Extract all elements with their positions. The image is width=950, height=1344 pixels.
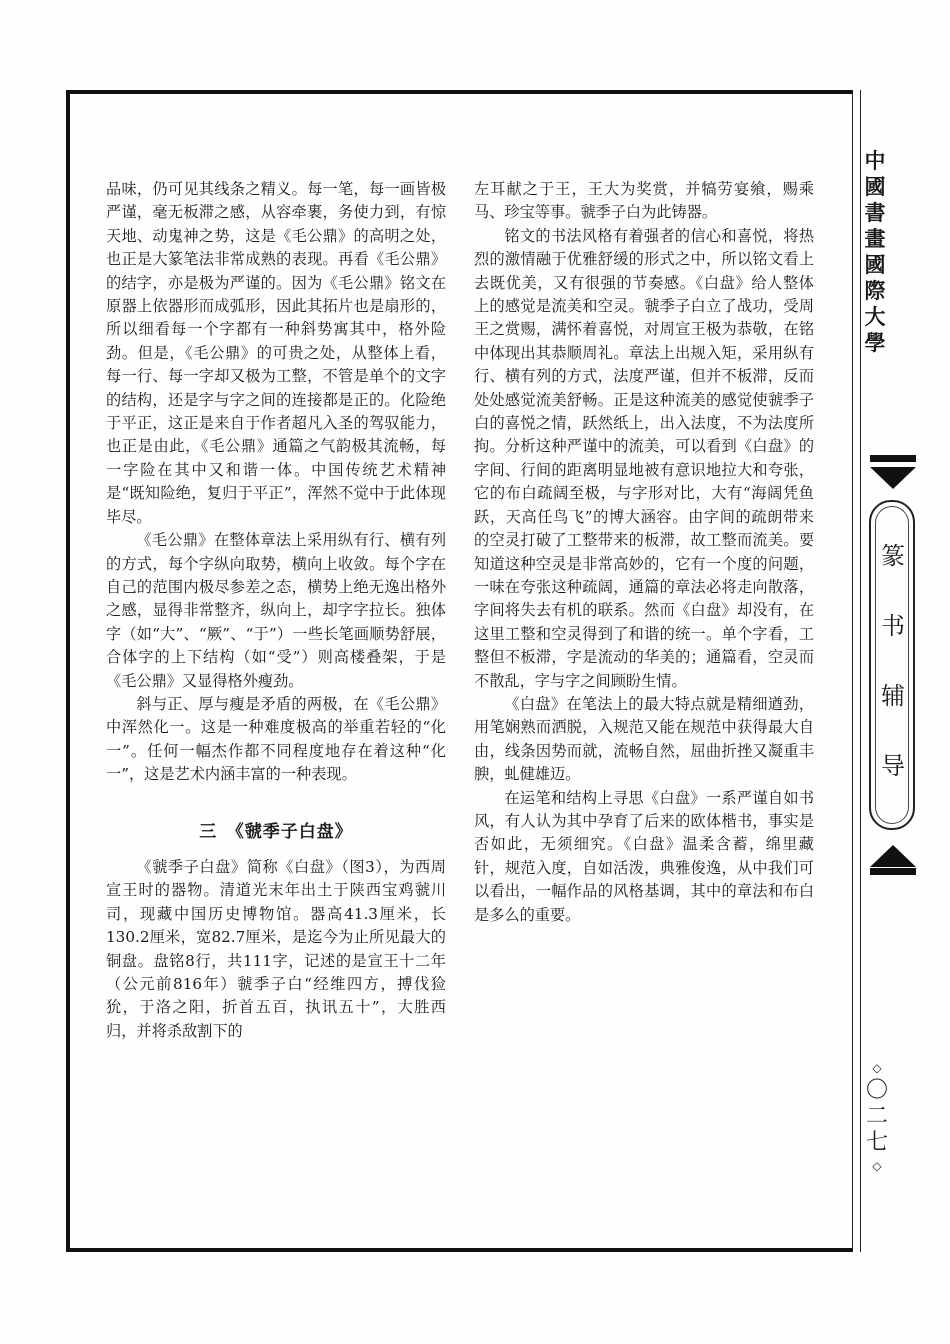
section-badge [866,455,920,875]
badge-bottom-bar [870,868,916,875]
frame-left-rule [66,90,70,1252]
university-char: 大 [864,305,886,329]
right-text-column [474,178,814,927]
diamond-icon: ◇ [872,1159,882,1173]
paragraph: 铭文的书法风格有着强者的信心和喜悦，将热烈的激情融于优雅舒缓的形式之中，所以铭文看上去既优美，又有很强的节奏感。《白盘》给人整体上的感觉是流美和空灵。虢季子白立了战功，受周王之赏赐，满怀着喜悦，对周宣王极为恭敬，在铭中体现出其恭顺周礼。章法上出规入矩，采用纵有行、横有列的方式，法度严谨，但并不板滞，反而处处感觉流美舒畅。正是这种流美的感觉使虢季子白的喜悦之情，跃然纸上，出入法度，不为法度所拘。分析这种严谨中的流美，可以看到《白盘》的字间、行间的距离明显地被有意识地拉大和夸张，它的布白疏阔至极，与字形对比，大有“海阔凭鱼跃，天高任鸟飞”的博大涵容。由字间的疏朗带来的空灵打破了工整带来的板滞，故工整而流美。要知道这种空灵是非常高妙的，它有一个度的问题，一味在夸张这种疏阔，通篇的章法必将走向散落，字间将失去有机的联系。然而《白盘》却没有，在这里工整和空灵得到了和谐的统一。单个字看，工整但不板滞，字是流动的华美的；通篇看，空灵而不散乱，字与字之间顾盼生情。 [474,226,814,690]
paragraph: 品味，仍可见其线条之精义。每一笔，每一画皆极严谨，毫无板滞之感，从容牵裹，务使力到，有惊天地、动鬼神之势，这是《毛公鼎》的高明之处，也正是大篆笔法非常成熟的表现。再看《毛公鼎》的结字，亦是极为严谨的。因为《毛公鼎》铭文在原器上依器形而成弧形，因此其拓片也是扇形的，所以细看每一个字都有一种斜势寓其中，格外险劲。但是，《毛公鼎》的可贵之处，从整体上看，每一行、每一字却又极为工整，不管是单个的文字的结构，还是字与字之间的连接都是正的。化险绝于平正，这正是来自于作者超凡入圣的驾驭能力，也正是由此，《毛公鼎》通篇之气韵极其流畅，每一字险在其中又和谐一体。中国传统艺术精神是“既知险绝，复归于平正”，浑然不觉中于此体现毕尽。 [106,180,446,526]
university-char: 中 [864,149,886,173]
page-number-char: 〇 [865,1078,888,1103]
diamond-icon: ◇ [872,1061,882,1075]
page-number [862,1058,892,1176]
sidebar-rule-inner [860,90,861,1252]
badge-bottom-chevron [870,845,916,867]
paragraph: 斜与正、厚与瘦是矛盾的两极，在《毛公鼎》中浑然化一。这是一种难度极高的举重若轻的“化一”。任何一幅杰作都不同程度地存在着这种“化一”，这是艺术内涵丰富的一种表现。 [106,694,446,784]
section-title-vertical [866,521,920,801]
section-char: 篆 [881,542,905,570]
page-number-char: 七 [865,1130,888,1155]
university-char: 學 [864,331,886,355]
section-char: 导 [881,752,905,780]
paragraph: 《白盘》在笔法上的最大特点就是精细遒劲，用笔娴熟而洒脱，入规范又能在规范中获得最大自由，线条因势而就，流畅自然，屈曲折挫又凝重丰腴，虬健雄迈。 [474,694,814,784]
page-number-char: 二 [865,1104,888,1129]
badge-top-bar [870,455,916,462]
frame-bottom-rule [66,1248,852,1252]
university-char: 際 [864,279,886,303]
university-name [862,148,888,356]
left-text-column [106,178,446,1043]
section-char: 辅 [881,682,905,710]
paragraph: 《虢季子白盘》简称《白盘》（图3），为西周宣王时的器物。清道光末年出土于陕西宝鸡虢川司，现藏中国历史博物馆。器高41.3厘米，长130.2厘米，宽82.7厘米，是迄今为止所见最大的铜盘。盘铭8行，共111字，记述的是宣王十二年（公元前816年）虢季子白“经维四方，搏伐猃狁，于洛之阳，折首五百，执讯五十”，大胜西归，并将杀敌割下的 [106,857,446,1040]
paragraph: 《毛公鼎》在整体章法上采用纵有行、横有列的方式，每个字纵向取势，横向上收敛。每个字在自己的范围内极尽参差之态，横势上绝无逸出格外之感，显得非常整齐，纵向上，却字字拉长。独体字（如“大”、“厥”、“于”）一些长笔画顺势舒展，合体字的上下结构（如“受”）则高楼叠架，于是《毛公鼎》又显得格外瘦劲。 [106,531,446,690]
badge-top-chevron [870,467,916,489]
section-heading: 三 《虢季子白盘》 [199,821,353,842]
sidebar-rule [852,90,853,1252]
university-char: 國 [864,253,886,277]
university-char: 書 [864,201,886,225]
frame-top-rule [66,90,852,94]
section-char: 书 [881,612,905,640]
university-char: 畫 [864,227,886,251]
university-char: 國 [864,175,886,199]
paragraph: 左耳献之于王，王大为奖赏，并犒劳宴飨，赐乘马、珍宝等事。虢季子白为此铸器。 [474,180,814,222]
paragraph: 在运笔和结构上寻思《白盘》一系严谨自如书风，有人认为其中孕育了后来的欧体楷书，事实是否如此，无须细究。《白盘》温柔含蓄，绵里藏针，规范入度，自如活泼，典雅俊逸，从中我们可以看出，一幅作品的风格基调，其中的章法和布白是多么的重要。 [474,788,814,924]
